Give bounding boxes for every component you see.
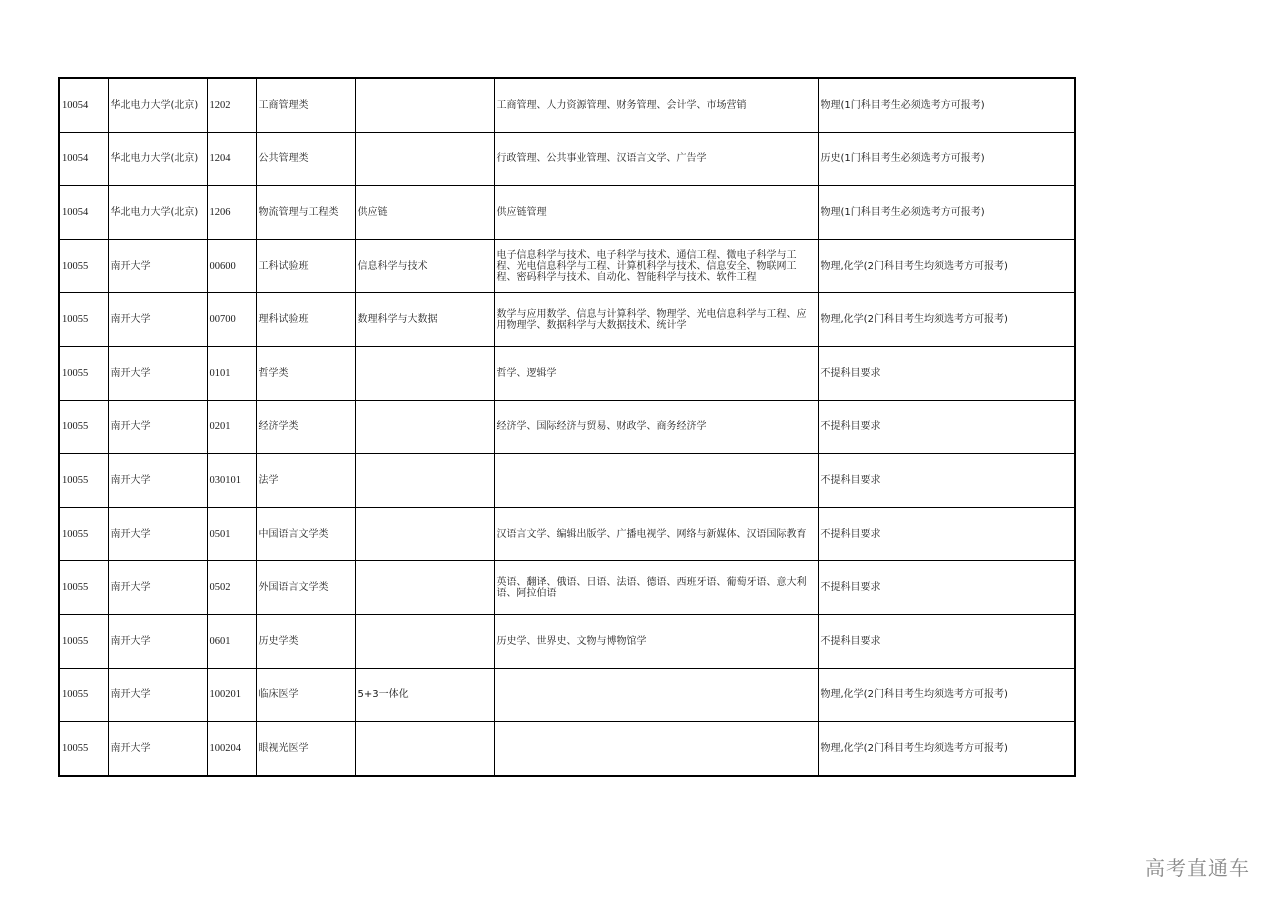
subject-requirement-cell: 不提科目要求	[818, 561, 1075, 615]
table-row	[59, 78, 1075, 132]
major-code-cell: 0502	[207, 561, 256, 615]
major-name-cell: 经济学类	[256, 400, 355, 454]
school-name-cell: 南开大学	[108, 239, 207, 293]
direction-cell: 信息科学与技术	[355, 239, 494, 293]
major-name-cell: 中国语言文学类	[256, 507, 355, 561]
school-code-cell: 10055	[59, 668, 108, 722]
major-code-cell: 0101	[207, 346, 256, 400]
subject-requirement-cell: 不提科目要求	[818, 614, 1075, 668]
school-code-cell: 10054	[59, 78, 108, 132]
direction-cell	[355, 561, 494, 615]
subject-requirement-cell: 物理,化学(2门科目考生均须选考方可报考)	[818, 293, 1075, 347]
major-name-cell: 理科试验班	[256, 293, 355, 347]
subject-requirement-cell: 不提科目要求	[818, 454, 1075, 508]
school-name-cell: 南开大学	[108, 400, 207, 454]
major-code-cell: 1204	[207, 132, 256, 186]
included-majors-cell: 哲学、逻辑学	[494, 346, 818, 400]
included-majors-cell	[494, 668, 818, 722]
major-name-cell: 哲学类	[256, 346, 355, 400]
direction-cell: 供应链	[355, 186, 494, 240]
direction-cell	[355, 722, 494, 776]
major-code-cell: 030101	[207, 454, 256, 508]
school-name-cell: 南开大学	[108, 561, 207, 615]
major-name-cell: 历史学类	[256, 614, 355, 668]
major-name-cell: 临床医学	[256, 668, 355, 722]
major-name-cell: 公共管理类	[256, 132, 355, 186]
major-code-cell: 100201	[207, 668, 256, 722]
included-majors-cell: 历史学、世界史、文物与博物馆学	[494, 614, 818, 668]
included-majors-cell: 工商管理、人力资源管理、财务管理、会计学、市场营销	[494, 78, 818, 132]
major-code-cell: 0601	[207, 614, 256, 668]
major-name-cell: 工商管理类	[256, 78, 355, 132]
table-body	[59, 78, 1075, 776]
subject-requirement-cell: 物理,化学(2门科目考生均须选考方可报考)	[818, 722, 1075, 776]
direction-cell	[355, 400, 494, 454]
direction-cell: 数理科学与大数据	[355, 293, 494, 347]
direction-cell	[355, 614, 494, 668]
school-code-cell: 10055	[59, 239, 108, 293]
school-name-cell: 华北电力大学(北京)	[108, 186, 207, 240]
school-code-cell: 10055	[59, 614, 108, 668]
direction-cell	[355, 454, 494, 508]
school-name-cell: 华北电力大学(北京)	[108, 132, 207, 186]
subject-requirement-cell: 不提科目要求	[818, 400, 1075, 454]
major-code-cell: 1202	[207, 78, 256, 132]
major-name-cell: 工科试验班	[256, 239, 355, 293]
direction-cell	[355, 78, 494, 132]
included-majors-cell	[494, 722, 818, 776]
major-code-cell: 1206	[207, 186, 256, 240]
table-row	[59, 561, 1075, 615]
major-name-cell: 法学	[256, 454, 355, 508]
major-code-cell: 100204	[207, 722, 256, 776]
major-code-cell: 00600	[207, 239, 256, 293]
direction-cell	[355, 132, 494, 186]
subject-requirement-cell: 物理,化学(2门科目考生均须选考方可报考)	[818, 239, 1075, 293]
major-code-cell: 0501	[207, 507, 256, 561]
table-row	[59, 239, 1075, 293]
school-name-cell: 南开大学	[108, 293, 207, 347]
table-row	[59, 293, 1075, 347]
table-row	[59, 507, 1075, 561]
subject-requirement-cell: 历史(1门科目考生必须选考方可报考)	[818, 132, 1075, 186]
school-code-cell: 10055	[59, 400, 108, 454]
included-majors-cell: 英语、翻译、俄语、日语、法语、德语、西班牙语、葡萄牙语、意大利语、阿拉伯语	[494, 561, 818, 615]
table-row	[59, 346, 1075, 400]
school-code-cell: 10054	[59, 186, 108, 240]
included-majors-cell: 数学与应用数学、信息与计算科学、物理学、光电信息科学与工程、应用物理学、数据科学与大数据技术、统计学	[494, 293, 818, 347]
included-majors-cell: 电子信息科学与技术、电子科学与技术、通信工程、微电子科学与工程、光电信息科学与工程、计算机科学与技术、信息安全、物联网工程、密码科学与技术、自动化、智能科学与技术、软件工程	[494, 239, 818, 293]
watermark-text: 高考直通车	[1145, 856, 1250, 880]
included-majors-cell	[494, 454, 818, 508]
table-row	[59, 454, 1075, 508]
school-code-cell: 10055	[59, 722, 108, 776]
school-code-cell: 10055	[59, 561, 108, 615]
subject-requirement-cell: 物理,化学(2门科目考生均须选考方可报考)	[818, 668, 1075, 722]
school-code-cell: 10054	[59, 132, 108, 186]
table-row	[59, 614, 1075, 668]
table-row	[59, 668, 1075, 722]
table-row	[59, 400, 1075, 454]
school-name-cell: 南开大学	[108, 346, 207, 400]
school-code-cell: 10055	[59, 293, 108, 347]
admission-table	[58, 77, 1076, 777]
direction-cell: 5+3一体化	[355, 668, 494, 722]
included-majors-cell: 供应链管理	[494, 186, 818, 240]
school-code-cell: 10055	[59, 507, 108, 561]
school-name-cell: 南开大学	[108, 614, 207, 668]
table-row	[59, 186, 1075, 240]
school-name-cell: 南开大学	[108, 507, 207, 561]
subject-requirement-cell: 物理(1门科目考生必须选考方可报考)	[818, 78, 1075, 132]
school-name-cell: 华北电力大学(北京)	[108, 78, 207, 132]
included-majors-cell: 行政管理、公共事业管理、汉语言文学、广告学	[494, 132, 818, 186]
school-name-cell: 南开大学	[108, 722, 207, 776]
school-name-cell: 南开大学	[108, 668, 207, 722]
major-code-cell: 0201	[207, 400, 256, 454]
major-name-cell: 外国语言文学类	[256, 561, 355, 615]
major-code-cell: 00700	[207, 293, 256, 347]
included-majors-cell: 汉语言文学、编辑出版学、广播电视学、网络与新媒体、汉语国际教育	[494, 507, 818, 561]
table-row	[59, 722, 1075, 776]
subject-requirement-cell: 不提科目要求	[818, 507, 1075, 561]
direction-cell	[355, 346, 494, 400]
school-code-cell: 10055	[59, 454, 108, 508]
subject-requirement-cell: 物理(1门科目考生必须选考方可报考)	[818, 186, 1075, 240]
direction-cell	[355, 507, 494, 561]
school-code-cell: 10055	[59, 346, 108, 400]
subject-requirement-cell: 不提科目要求	[818, 346, 1075, 400]
school-name-cell: 南开大学	[108, 454, 207, 508]
included-majors-cell: 经济学、国际经济与贸易、财政学、商务经济学	[494, 400, 818, 454]
major-name-cell: 物流管理与工程类	[256, 186, 355, 240]
table-row	[59, 132, 1075, 186]
major-name-cell: 眼视光医学	[256, 722, 355, 776]
